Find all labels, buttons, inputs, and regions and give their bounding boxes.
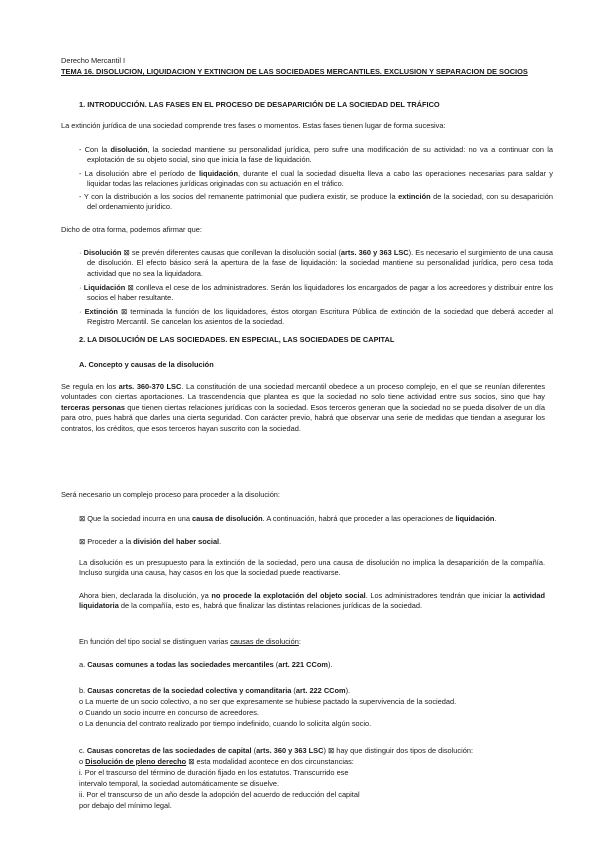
cause-c-item-cont: por debajo del mínimo legal.	[79, 801, 172, 810]
s2-paragraph-3: La disolución es un presupuesto para la extinción de la sociedad, pero una causa de disolución no implica la desaparición de la compañía. Incluso surgida una causa, hay casos en los que la sociedad puede reactivarse.	[79, 558, 545, 578]
s2-step-causa: ⊠ Que la sociedad incurra en una causa de disolución. A continuación, habrá que proceder a las operaciones de liquidación.	[79, 514, 497, 523]
s2-paragraph-2: Será necesario un complejo proceso para proceder a la disolución:	[61, 490, 280, 499]
cause-c-item: ii. Por el transcurso de un año desde la adopción del acuerdo de reducción del capital	[79, 790, 360, 799]
s1-def-disolucion: · Disolución ⊠ se prevén diferentes causas que conllevan la disolución social (arts. 360 y 363 LSC). Es necesario el surgimiento de una causa de disolución. El efecto básico será la apertura de la fase de liquidación: la sociedad mantiene su personalidad jurídica, pero cesa toda actividad que no sea la liquidadora.	[79, 248, 553, 278]
s2-step-division: ⊠ Proceder a la división del haber social.	[79, 537, 222, 546]
cause-b-item: o La muerte de un socio colectivo, a no ser que expresamente se hubiese pactado la supervivencia de la sociedad.	[79, 697, 457, 706]
s2-paragraph-1: Se regula en los arts. 360-370 LSC. La constitución de una sociedad mercantil obedece a un proceso complejo, en el que se reunían diferentes voluntades con ciertas aportaciones. La trascendencia que plantea es que la sociedad no solo tiene actividad entre sus socios, sino que hay terceras personas que tienen ciertas relaciones jurídicas con la sociedad. Esos terceros generan que la sociedad no se pueda disolver de un día para otro, pues habrá que darles una cierta seguridad. Con carácter previo, habrá que observar una serie de medidas que tiendan a asegurar los contratos, los créditos, que esos terceros hayan suscrito con la sociedad.	[61, 382, 546, 433]
subsection-a-title: A. Concepto y causas de la disolución	[79, 360, 214, 369]
s1-def-liquidacion: · Liquidación ⊠ conlleva el cese de los administradores. Serán los liquidadores los encargados de pagar a los acreedores y distribuir entre los socios el haber resultante.	[79, 283, 554, 303]
s2-paragraph-4: Ahora bien, declarada la disolución, ya no procede la explotación del objeto social. Los administradores tendrán que iniciar la actividad liquidatoria de la compañía, esto es, habrá que finalizar las distintas relaciones jurídicas de la sociedad.	[79, 591, 545, 611]
cause-c-pleno-derecho: o Disolución de pleno derecho ⊠ esta modalidad acontece en dos circunstancias:	[79, 757, 354, 766]
cause-b-item: o Cuando un socio incurre en concurso de acreedores.	[79, 708, 259, 717]
cause-b: b. Causas concretas de la sociedad colectiva y comanditaria (art. 222 CCom).	[79, 686, 351, 695]
s1-def-extincion: · Extinción ⊠ terminada la función de los liquidadores, éstos otorgan Escritura Pública de extinción de la sociedad que deberá acceder al Registro Mercantil. Se cancelan los asientos de la sociedad.	[79, 307, 554, 327]
s1-bullet-extincion: - Y con la distribución a los socios del remanente patrimonial que pudiera existir, se produce la extinción de la sociedad, con su desaparición del ordenamiento jurídico.	[79, 192, 553, 212]
s1-bullet-liquidacion: - La disolución abre el período de liquidación, durante el cual la sociedad disuelta lleva a cabo las operaciones necesarias para saldar y liquidar todas las relaciones jurídicas originadas con su actuación en el tráfico.	[79, 169, 553, 189]
course-name: Derecho Mercantil I	[61, 56, 126, 65]
s1-bullet-disolucion: - Con la disolución, la sociedad mantiene su personalidad jurídica, pero sufre una modificación de su actividad: no va a continuar con la explotación de su objeto social, sino que inicia la fase de liquidación.	[79, 145, 554, 165]
topic-title: TEMA 16. DISOLUCION, LIQUIDACION Y EXTINCION DE LAS SOCIEDADES MERCANTILES. EXCLUSION Y SEPARACION DE SOCIOS	[61, 67, 528, 76]
cause-c: c. Causas concretas de las sociedades de capital (arts. 360 y 363 LSC) ⊠ hay que distinguir dos tipos de disolución:	[79, 746, 474, 755]
cause-c-item-cont: intervalo temporal, la sociedad automáticamente se disuelve.	[79, 779, 280, 788]
cause-b-item: o La denuncia del contrato realizado por tiempo indefinido, cuando lo solicita algún socio.	[79, 719, 372, 728]
s1-intro: La extinción jurídica de una sociedad comprende tres fases o momentos. Estas fases tienen lugar de forma sucesiva:	[61, 121, 446, 130]
cause-a: a. Causas comunes a todas las sociedades mercantiles (art. 221 CCom).	[79, 660, 333, 669]
section-2-title: 2. LA DISOLUCIÓN DE LAS SOCIEDADES. EN ESPECIAL, LAS SOCIEDADES DE CAPITAL	[79, 335, 395, 344]
s2-paragraph-5: En función del tipo social se distinguen varias causas de disolución:	[79, 637, 301, 646]
cause-c-item: i. Por el trascurso del término de duración fijado en los estatutos. Transcurrido ese	[79, 768, 349, 777]
section-1-title: 1. INTRODUCCIÓN. LAS FASES EN EL PROCESO DE DESAPARICIÓN DE LA SOCIEDAD DEL TRÁFICO	[79, 100, 440, 109]
s1-other-form: Dicho de otra forma, podemos afirmar que:	[61, 225, 202, 234]
